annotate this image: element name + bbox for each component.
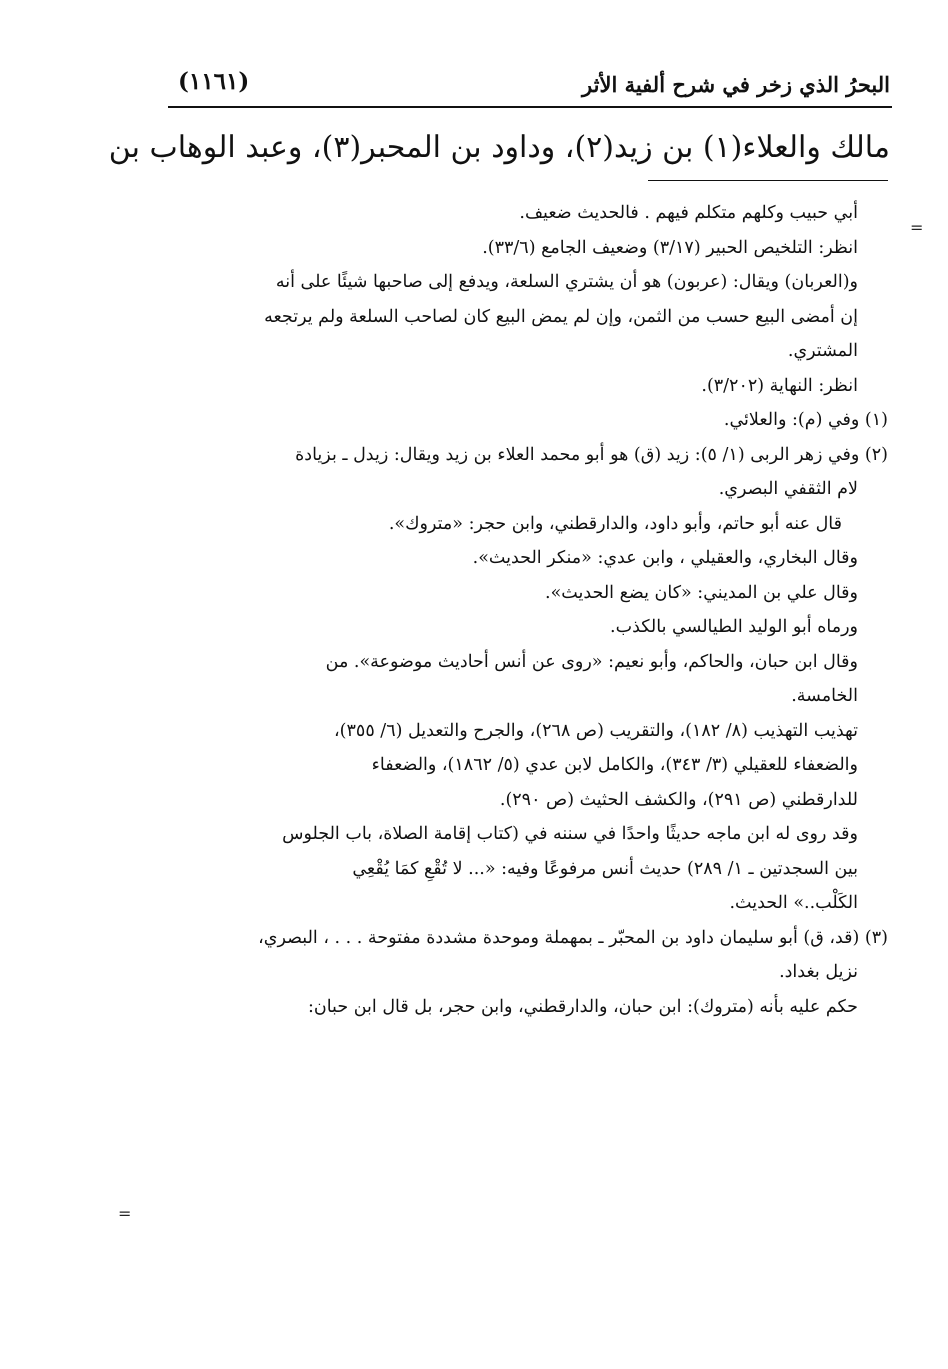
footnote-line: إن أمضى البيع حسب من الثمن، وإن لم يمض البيع كان لصاحب السلعة ولم يرتجعه bbox=[264, 306, 858, 327]
footnote-line: حكم عليه بأنه (متروك): ابن حبان، والدارقطني، وابن حجر، بل قال ابن حبان: bbox=[307, 996, 858, 1017]
footnote-line: لام الثقفي البصري. bbox=[718, 479, 858, 499]
footnote-2: (٢) وفي زهر الربى (١/ ٥): زيد (ق) هو أبو محمد العلاء بن زيد ويقال: زيدل ـ بزيادة bbox=[295, 444, 888, 465]
footnote-1: (١) وفي (م): والعلائي. bbox=[723, 410, 888, 430]
running-title: البحرُ الذي زخر في شرح ألفية الأثر bbox=[582, 72, 890, 97]
footnotes bbox=[168, 196, 888, 1024]
footnote-line: الخامسة. bbox=[791, 686, 858, 706]
footnote-3: (٣) (قد، ق) أبو سليمان داود بن المحبّر ـ بمهملة وموحدة مشددة مفتوحة . . . ، البصري، bbox=[258, 927, 888, 948]
footnote-line: وقال البخاري، والعقيلي ، وابن عدي: «منكر الحديث». bbox=[472, 548, 858, 568]
page-number: (١١٦١) bbox=[178, 68, 250, 95]
footnote-line: تهذيب التهذيب (٨/ ١٨٢)، والتقريب (ص ٢٦٨)، والجرح والتعديل (٦/ ٣٥٥)، bbox=[334, 720, 858, 741]
footnote-line: انظر: النهاية (٣/٢٠٢). bbox=[701, 375, 858, 396]
footnote-line: المشتري. bbox=[787, 341, 858, 361]
margin-continuation-mark: = bbox=[118, 1204, 132, 1223]
main-text-line: مالك والعلاء(١) بن زيد(٢)، وداود بن المحبر(٣)، وعبد الوهاب بن bbox=[108, 130, 890, 165]
footnote-line: قال عنه أبو حاتم، وأبو داود، والدارقطني، وابن حجر: «متروك». bbox=[388, 513, 842, 534]
margin-continuation-mark: = bbox=[910, 218, 924, 237]
footnote-line: و(العربان) ويقال: (عربون) هو أن يشتري السلعة، ويدفع إلى صاحبها شيئًا على أنه bbox=[275, 272, 858, 292]
footnote-line: أبي حبيب وكلهم متكلم فيهم . فالحديث ضعيف. bbox=[519, 203, 858, 223]
header-rule bbox=[168, 106, 892, 108]
footnote-line: للدارقطني (ص ٢٩١)، والكشف الحثيث (ص ٢٩٠). bbox=[499, 789, 858, 810]
page-header bbox=[170, 66, 890, 106]
footnote-line: وقد روى له ابن ماجه حديثًا واحدًا في سننه في (كتاب إقامة الصلاة، باب الجلوس bbox=[282, 824, 858, 844]
footnote-line: وقال ابن حبان، والحاكم، وأبو نعيم: «روى عن أنس أحاديث موضوعة». من bbox=[325, 651, 858, 672]
footnote-line: بين السجدتين ـ ١/ ٢٨٩) حديث أنس مرفوعًا وفيه: «... لا تُقْعِ كمَا يُقْعِي bbox=[352, 858, 858, 879]
footnote-line: والضعفاء للعقيلي (٣/ ٣٤٣)، والكامل لابن عدي (٥/ ١٨٦٢)، والضعفاء bbox=[371, 755, 858, 775]
footnote-line: الكَلْب..» الحديث. bbox=[729, 893, 858, 913]
footnote-line: ورماه أبو الوليد الطيالسي بالكذب. bbox=[610, 617, 858, 637]
footnote-line: وقال علي بن المديني: «كان يضع الحديث». bbox=[545, 582, 858, 603]
footnote-line: نزيل بغداد. bbox=[779, 962, 858, 982]
footnote-separator bbox=[648, 180, 888, 181]
footnote-line: انظر: التلخيص الحبير (٣/١٧) وضعيف الجامع (٣٣/٦). bbox=[482, 237, 858, 258]
